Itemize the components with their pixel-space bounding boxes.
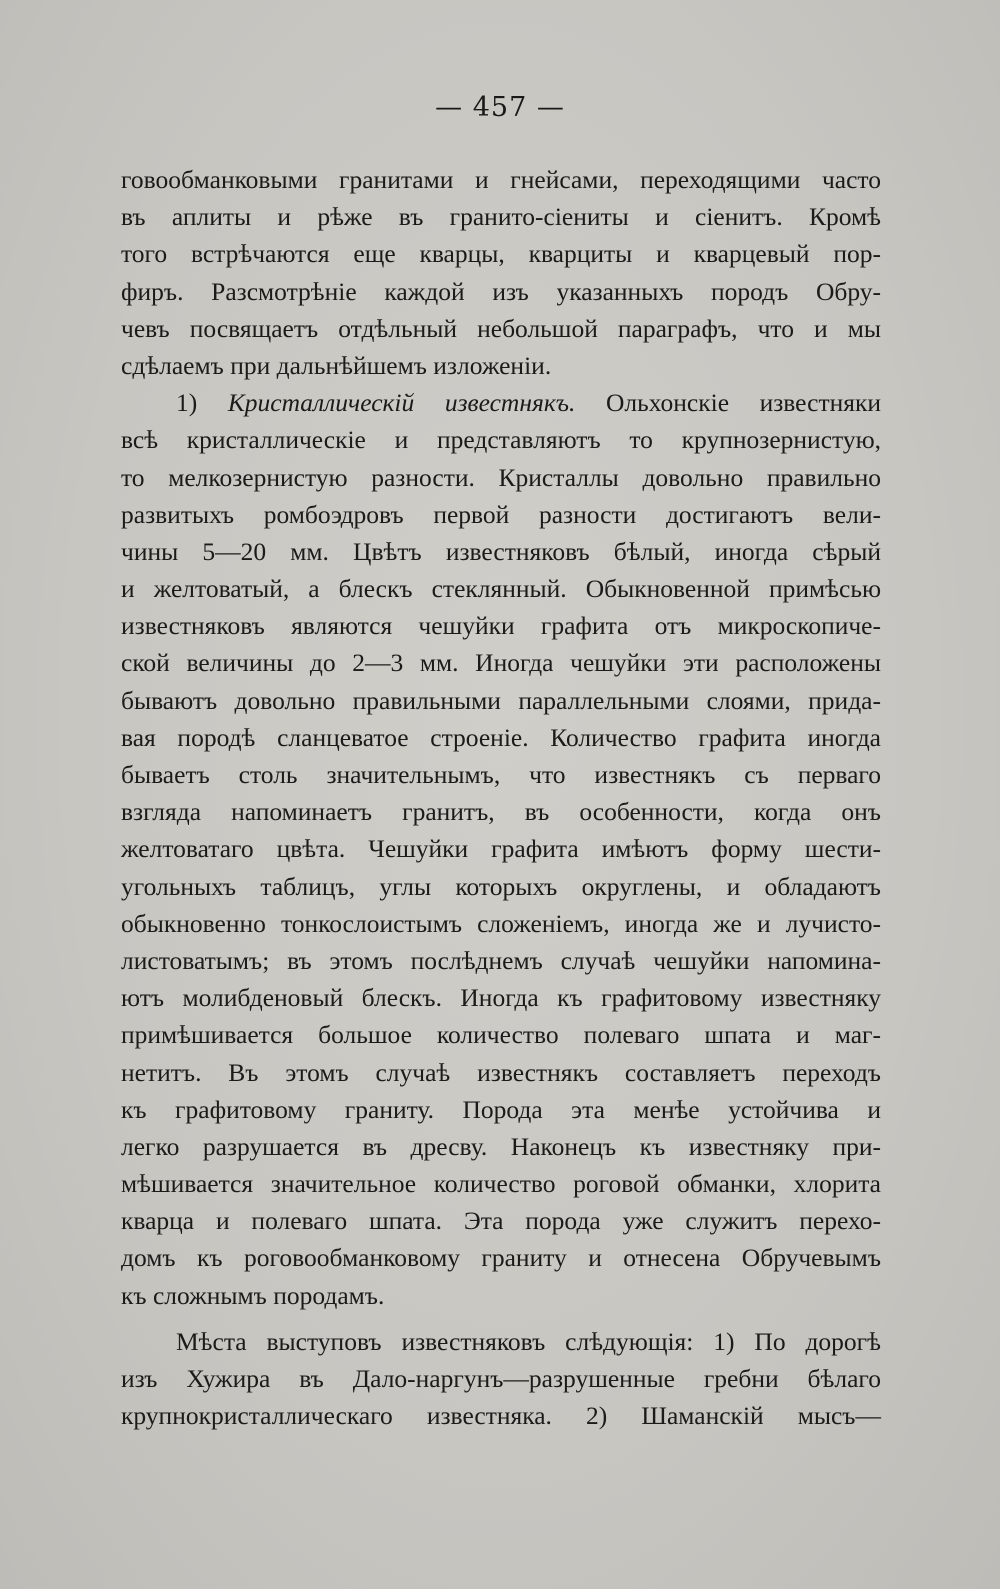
paragraph-3: [121, 1323, 881, 1435]
text-line: листоватымъ; въ этомъ послѣднемъ случаѣ чешуйки напомина-: [121, 945, 881, 975]
text-line: домъ къ роговообманковому граниту и отнесена Обручевымъ: [121, 1243, 881, 1273]
text-line: Мѣста выступовъ известняковъ слѣдующія: 1) По дорогѣ: [176, 1326, 881, 1356]
text-line: нетитъ. Въ этомъ случаѣ известнякъ составляетъ переходъ: [121, 1057, 881, 1087]
section-number: 1): [176, 388, 198, 418]
page-number: — 457 —: [435, 92, 565, 123]
text-line: примѣшивается большое количество полеваго шпата и маг-: [121, 1020, 881, 1050]
text-line: всѣ кристаллическіе и представляютъ то крупнозернистую,: [121, 425, 881, 455]
text-body: [121, 161, 881, 1434]
text-line: мѣшивается значительное количество роговой обманки, хлорита: [121, 1169, 881, 1199]
text-line: въ аплиты и рѣже въ гранито-сіениты и сіенитъ. Кромѣ: [121, 202, 881, 232]
text-line: развитыхъ ромбоэдровъ первой разности достигаютъ вели-: [121, 499, 881, 529]
section-heading: Кристаллическій известнякъ.: [227, 388, 576, 418]
text-line: и желтоватый, а блескъ стеклянный. Обыкновенной примѣсью: [121, 574, 881, 604]
text-line: къ сложнымъ породамъ.: [121, 1280, 385, 1310]
text-line: желтоватаго цвѣта. Чешуйки графита имѣютъ форму шести-: [121, 834, 881, 864]
text-line: вая породѣ сланцеватое строеніе. Количество графита иногда: [121, 722, 881, 752]
text-line: то мелкозернистую разности. Кристаллы довольно правильно: [121, 462, 881, 492]
text-line: чины 5—20 мм. Цвѣтъ известняковъ бѣлый, иногда сѣрый: [121, 536, 881, 566]
text-line: крупнокристаллическаго известняка. 2) Шаманскій мысъ—: [121, 1401, 881, 1431]
text-line: ской величины до 2—3 мм. Иногда чешуйки эти расположены: [121, 648, 881, 678]
text-line: бываетъ столь значительнымъ, что известнякъ съ перваго: [121, 760, 881, 789]
paragraph-gap: [121, 1314, 881, 1323]
text-line: кварца и полеваго шпата. Эта порода уже служитъ перехо-: [121, 1206, 881, 1236]
text-line: говообманковыми гранитами и гнейсами, переходящими часто: [121, 165, 881, 194]
text-line: фиръ. Разсмотрѣніе каждой изъ указанныхъ породъ Обру-: [121, 276, 881, 306]
section-first-line: [121, 384, 881, 421]
text-line-rest: Ольхонскіе известняки: [605, 388, 882, 418]
text-line: обыкновенно тонкослоистымъ сложеніемъ, иногда же и лучисто-: [121, 908, 881, 938]
text-line: къ графитовому граниту. Порода эта менѣе устойчива и: [121, 1094, 881, 1124]
text-line: того встрѣчаются еще кварцы, кварциты и кварцевый пор-: [121, 239, 881, 269]
text-line: известняковъ являются чешуйки графита отъ микроскопиче-: [121, 611, 881, 641]
text-line: чевъ посвящаетъ отдѣльный небольшой параграфъ, что и мы: [121, 313, 881, 343]
text-line: сдѣлаемъ при дальнѣйшемъ изложеніи.: [121, 350, 552, 380]
text-line: изъ Хужира въ Дало-наргунъ—разрушенные гребни бѣлаго: [121, 1364, 881, 1393]
text-line: ютъ молибденовый блескъ. Иногда къ графитовому известняку: [121, 983, 881, 1013]
paragraph-1: [121, 161, 881, 384]
text-line: бываютъ довольно правильными параллельными слоями, прида-: [121, 685, 881, 715]
text-line: легко разрушается въ дресву. Наконецъ къ известняку при-: [121, 1131, 881, 1161]
paragraph-2: [121, 384, 881, 1314]
text-line: взгляда напоминаетъ гранитъ, въ особенности, когда онъ: [121, 797, 881, 827]
text-line: угольныхъ таблицъ, углы которыхъ округлены, и обладаютъ: [121, 871, 881, 901]
